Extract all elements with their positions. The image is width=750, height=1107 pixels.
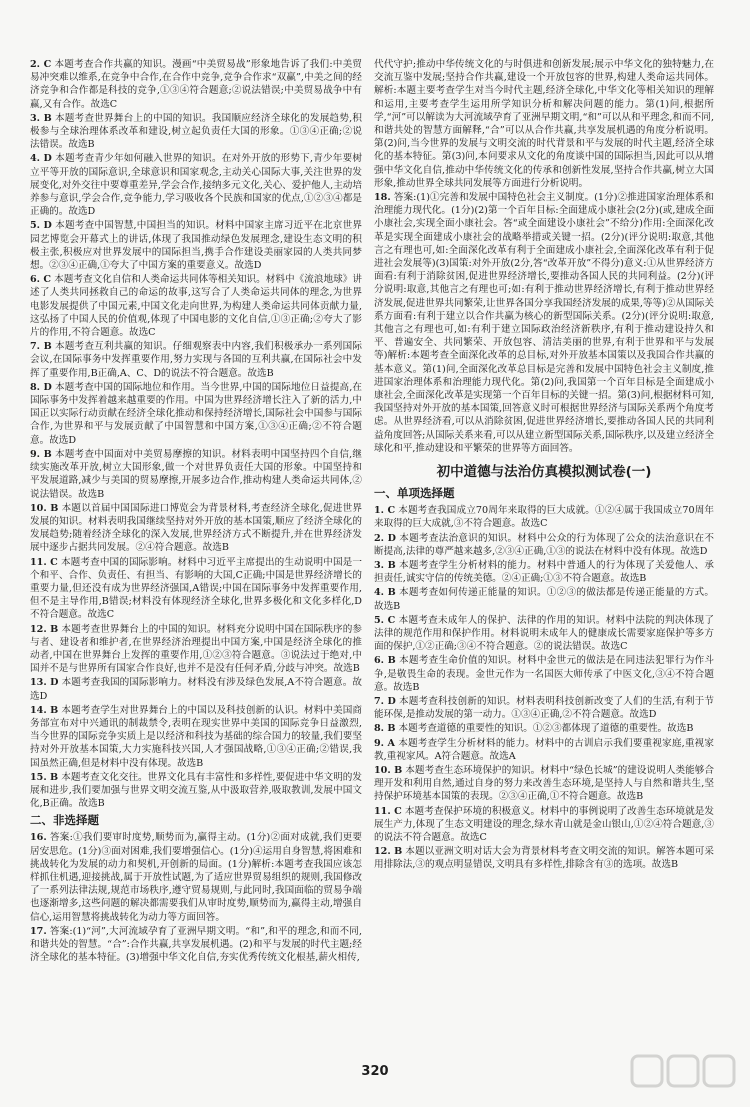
answer-number: 4. B <box>374 587 396 599</box>
answer-item <box>30 219 362 272</box>
answer-text: 本题考查生态环境保护的知识。材料中“绿色长城”的建设说明人类能够合理开发和利用自然,通过自身的努力来改善生态环境,是坚持人与自然和谐共生,坚持保护环境基本国策的表现。②③④正确,①不符合题意。故选B <box>374 764 714 803</box>
answer-text: 本题考查道德的重要性的知识。①②③都体现了道德的重要性。故选B <box>395 723 694 735</box>
left-column <box>30 58 362 1048</box>
answer-number: 8. D <box>30 381 52 393</box>
answer-item <box>374 654 714 694</box>
right-column <box>374 58 714 1048</box>
answer-text: 本题考查中国的国际影响。材料中习近平主席提出的生动说明中国是一个和平、合作、负责任、有担当、有影响的大国,C正确;中国是世界经济增长的重要力量,但还没有成为世界经济强国,A错误;中国在国际事务中发挥重要作用,但不是主导作用,B错误;材料没有体现经济全球化,世界多极化和文化多样化,D不符合题意。故选C <box>30 556 362 621</box>
answer-text: 答案:(1)“河”,大河流域孕育了亚洲早期文明。“和”,和平的理念,和而不同,和谐共处的智慧。“合”:合作共赢,共享发展机遇。(2)和平与发展的时代主题;经济全球化的基本特征。(3)增强中华文化自信,夯实优秀传统文化根基,薪火相传, <box>30 925 362 964</box>
answer-text: 答案:①我们要审时度势,顺势而为,赢得主动。(1分)②面对成就,我们更要居安思危。(1分)③面对困难,我们要增强信心。(1分)④运用自身智慧,将困难和挑战转化为发展的动力和契机,开创新的局面。(1分)解析:本题考查我国应该怎样抓住机遇,迎接挑战,属于开放性试题,为了适应世界贸易组织的规则,我国修改了一系列法律法规,规范市场秩序,遵守贸易规则,与此同时,我国面临的贸易争端也逐渐增多,这些问题的解决都需要我们从审时度势,顺势而为,赢得主动,增强自信心,运用智慧将挑战转化为动力等方面回答。 <box>30 832 362 923</box>
section-heading-choice: 一、单项选择题 <box>374 486 455 501</box>
test-title: 初中道德与法治仿真模拟测试卷(一) <box>436 464 652 481</box>
answer-item <box>30 152 362 218</box>
answer-item <box>374 695 714 721</box>
answer-number: 13. D <box>30 677 59 689</box>
answer-item <box>30 112 362 152</box>
answer-text: 本题以亚洲文明对话大会为背景材料考查文明交流的知识。解答本题可采用排除法,③的观点明显错误,文明具有多样性,排除含有③的选项。故选B <box>374 846 714 871</box>
answer-text: 本题以首届中国国际进口博览会为背景材料,考查经济全球化,促进世界发展的知识。材料表明我国继续坚持对外开放的基本国策,顺应了经济全球化的发展趋势;随着经济全球化的深入发展,世界经济方式不断提升,并在世界经济发展中逐步占据共同发展。②④符合题意。故选B <box>30 502 362 554</box>
answer-text: 本题考查科技创新的知识。材料表明科技创新改变了人们的生活,有利于节能环保,是推动发展的第一动力。①③④正确,②不符合题意。故选D <box>374 695 714 721</box>
answer-text: 本题考查世界舞台上的中国的知识。材料充分说明中国在国际秩序的参与者、建设者和维护者,在世界经济治理提出中国方案,中国是经济全球化的推动者,中国在世界舞台上发挥的重要作用,①②③符合题意。③说法过于绝对,中国并不是与世界所有国家合作良好,也并不是没有任何矛盾,分歧与冲突。故选B <box>30 623 362 675</box>
page-number: 320 <box>361 1064 389 1079</box>
section-heading-nonchoice: 二、非选择题 <box>30 813 99 828</box>
answer-text: 本题考查文化交往。世界文化具有丰富性和多样性,要促进中华文明的发展和进步,我们要加强与世界文明交流互鉴,从中汲取营养,吸取教训,发展中国文化,B正确。故选B <box>30 771 362 810</box>
answer-number: 7. D <box>374 695 396 707</box>
answer-item <box>30 556 362 622</box>
answer-text: 本题考查学生分析材料的能力。材料中普通人的行为体现了关爱他人、承担责任,诚实守信的传统美德。②④正确;①③不符合题意。故选B <box>374 559 714 585</box>
answer-text: 本题考查文化自信和人类命运共同体等相关知识。材料中《流浪地球》讲述了人类共同拯救自己的命运的故事,这写合了人类命运共同体的理念,为世界电影发展提供了中国元素,中国文化走向世界,为构建人类命运共同体贡献力量,这弘扬了中国人民的价值观,体现了中国电影的文化自信,①③正确;②夸大了影片的作用,不符合题意。故选C <box>30 274 362 339</box>
answer-item <box>30 381 362 447</box>
answer-number: 11. C <box>374 805 402 817</box>
answer-text: 本题考查互利共赢的知识。仔细观察表中内容,我们积极承办一系列国际会议,在国际事务中发挥重要作用,努力实现与各国的互利共赢,在国际社会中发挥了重要作用,B正确,A、C、D的说法不符合题意。故选B <box>30 341 362 379</box>
answer-number: 10. B <box>30 502 59 514</box>
answer-number: 12. B <box>30 623 59 635</box>
answer-number: 18. <box>374 192 391 204</box>
answer-item <box>30 676 362 702</box>
answer-number: 2. D <box>374 532 396 544</box>
answer-text: 本题考查我国成立70周年来取得的巨大成就。①②④属于我国成立70周年来取得的巨大成就,③不符合题意。故选C <box>374 505 714 530</box>
answer-continuation: 代代守护;推动中华传统文化的与时俱进和创新发展;展示中华文化的独特魅力,在交流互鉴中发展;坚持合作共赢,建设一个开放包容的世界,构建人类命运共同体。解析:本题主要考查学生对当今时代主题,经济全球化,中华文化等相关知识的理解和运用,主要考查学生运用所学知识分析和解决问题的能力。第(1)问,根据所学,“河”可以解读为大河流域孕育了亚洲早期文明,“和”可以从和平理念,和而不同,和谐共处的智慧方面解释,“合”可以从合作共赢,共享发展机遇的角度分析说明。第(2)问,当今世界的发展与文明交流的时代背景和平与发展的时代主题,经济全球化的基本特征。第(3)问,本问要求从文化的角度谈中国的国际担当,因此可以从增强中华文化自信,推动中华传统文化的传承和创新性发展,坚持合作共赢,树立大国形象,推动世界全球共同发展等方面进行分析说明。 <box>374 59 714 189</box>
answer-text: 本题考查合作共赢的知识。漫画“中美贸易战”形象地告诉了我们:中美贸易冲突难以维系,在竞争中合作,在合作中竞争,竞争合作求“双赢”,中美之间的经济竞争和合作都是科技的竞争,①③④符合题意;②说法错误;中美贸易战争中有赢,又有合作。故选C <box>30 59 362 110</box>
answer-number: 6. C <box>30 274 52 286</box>
answer-item <box>30 58 362 111</box>
answer-number: 8. B <box>374 723 396 735</box>
answer-number: 17. <box>30 925 47 937</box>
answer-item <box>374 722 714 735</box>
answer-number: 1. C <box>374 505 396 517</box>
answer-item <box>30 704 362 770</box>
left-answer-list-2 <box>30 831 362 964</box>
answer-item <box>374 805 714 845</box>
answer-number: 12. B <box>374 846 403 858</box>
answer-number: 10. B <box>374 764 403 776</box>
answer-text: 本题考查中国智慧,中国担当的知识。材料中国家主席习近平在北京世界园艺博览会开幕式上的讲话,体现了我国推动绿色发展理念,建设生态文明的积极主张,积极应对世界发展中的国际担当,携手合作建设美丽家园的人类共同梦想。②③④正确,①夸大了中国方案的重要意义。故选D <box>30 220 362 272</box>
answer-number: 14. B <box>30 704 59 716</box>
answer-number: 7. B <box>30 341 52 353</box>
answer-number: 16. <box>30 832 47 844</box>
answer-number: 15. B <box>30 771 59 783</box>
answer-text: 本题考查中国面对中美贸易摩擦的知识。材料表明中国坚持四个自信,继续实施改革开放,树立大国形象,做一个对世界负责任大国的形象。中国坚持和平发展道路,减少与美国的贸易摩擦,开展多边合作,推动构建人类命运共同体,②说法错误。故选B <box>30 448 362 500</box>
answer-item <box>30 448 362 501</box>
answer-item <box>374 504 714 530</box>
answer-item <box>30 831 362 923</box>
answer-item <box>374 614 714 654</box>
answer-number: 4. D <box>30 153 52 165</box>
right-answer-list <box>374 191 714 455</box>
right-answer-list-2 <box>374 504 714 871</box>
answer-number: 6. B <box>374 655 396 667</box>
left-answer-list <box>30 58 362 810</box>
answer-text: 本题考查我国的国际影响力。材料没有涉及绿色发展,A不符合题意。故选D <box>30 677 362 702</box>
answer-number: 9. B <box>30 448 52 460</box>
answer-text: 本题考查中国的国际地位和作用。当今世界,中国的国际地位日益提高,在国际事务中发挥着越来越重要的作用。中国为世界经济增长注入了新的活力,中国正以实际行动贡献在经济全球化推动和保持经济增长,国际社会中国参与国际合作,为世界和平与发展贡献了中国智慧和中国方案,①③④正确;②不符合题意。故选D <box>30 381 362 446</box>
answer-text: 答案:(1)①完善和发展中国特色社会主义制度。(1分)②推进国家治理体系和治理能力现代化。(1分)(2)第一个百年目标:全面建成小康社会(2分)(或,建成全面小康社会,实现全面小康社会。答“或全面建设小康社会”不给分)作用:全面深化改革是实现全面建成小康社会的战略举措或关键一招。(2分)(评分说明:取意,其他言之有理也可,如:全面深化改革有利于全面建成小康社会,全面深化改革有利于促进社会发展等)(3)国策:对外开放(2分,答“改革开放”不得分)意义:①从世界经济方面看:有利于消除贫困,促进世界经济增长,要推动各国人民的共同利益。(2分)(评分说明:取意,其他言之有理也可;如:有利于推动世界经济增长,有利于推动世界经济发展,促进世界共同繁荣,让世界各国分享我国经济发展的成果,等等)②从国际关系方面看:有利于建立以合作共赢为核心的新型国际关系。(2分)(评分说明:取意,其他言之有理也可,如:有利于建立国际政治经济新秩序,有利于推动建设持久和平、普遍安全、共同繁荣、开放包容、清洁美丽的世界,有利于世界和平与发展等)解析:本题考查全面深化改革的总目标,对外开放基本国策以及我国合作共赢的基本意义。第(1)问,全面深化改革总目标是完善和发展中国特色社会主义制度,推进国家治理体系和治理能力现代化。第(2)问,我国第一个百年目标是全面建成小康社会,全面深化改革是实现第一个百年目标的关键一招。第(3)问,根据材料可知,我国坚持对外开放的基本国策,回答意义时可根据世界经济与国际关系两个角度考虑。从世界经济看,可以从消除贫困,促进世界经济增长,要推动各国人民的共同利益角度回答;从国际关系来看,可以从建立新型国际关系,国际秩序,以及建立经济全球化和平,推动建设和平繁荣的世界等方面回答。 <box>374 192 714 454</box>
answer-text: 本题考查如何传递正能量的知识。①②③的做法都是传递正能量的方式。故选B <box>374 587 714 612</box>
answer-text: 本题考查世界舞台上的中国的知识。我国顺应经济全球化的发展趋势,积极参与全球治理体系改革和建设,树立起负责任大国的形象。①③④正确;②说法错误。故选B <box>30 112 362 151</box>
answer-number: 5. C <box>374 614 396 626</box>
answer-text: 本题考查生命价值的知识。材料中金世元的做法是在同违法犯罪行为作斗争,是敬畏生命的表现。金世元作为一名国医大师传承了中医文化,③④不符合题意。故选B <box>374 655 714 693</box>
answer-item <box>374 764 714 804</box>
answer-item <box>374 586 714 612</box>
watermark-logo-icon <box>630 1052 740 1102</box>
answer-text: 本题考查学生分析材料的能力。材料中的古训启示我们要重视家庭,重视家教,重视家风。A符合题意。故选A <box>374 737 714 762</box>
answer-item <box>374 845 714 871</box>
answer-item <box>30 771 362 811</box>
answer-number: 9. A <box>374 737 395 749</box>
answer-text: 本题考查青少年如何融入世界的知识。在对外开放的形势下,青少年要树立平等开放的国际意识,全球意识和国家观念,主动关心国际大事,关注世界的发展变化,对外交往中要尊重差异,学会合作,接纳多元文化,关心、爱护他人,主动培养参与意识,学会合作,竞争能力,学习吸收各个民族和国家的优点,①②③④都是正确的。故选D <box>30 153 362 218</box>
answer-item <box>30 340 362 380</box>
answer-item <box>374 191 714 455</box>
answer-number: 3. B <box>374 559 396 571</box>
answer-item <box>374 737 714 763</box>
answer-text: 本题考查保护环境的积极意义。材料中的事例说明了改善生态环境就是发展生产力,体现了生态文明建设的理念,绿水青山就是金山银山,①②④符合题意,③的说法不符合题意。故选C <box>374 805 714 843</box>
answer-text: 本题考查法治意识的知识。材料中公众的行为体现了公众的法治意识在不断提高,法律的尊严越来越多,②③④正确,①③的说法在材料中没有体现。故选D <box>374 532 714 557</box>
answer-item <box>30 925 362 965</box>
answer-item <box>374 559 714 585</box>
answer-number: 2. C <box>30 59 52 70</box>
answer-text: 本题考查未成年人的保护、法律的作用的知识。材料中法院的判决体现了法律的规范作用和保护作用。材料说明未成年人的健康成长需要家庭保护等多方面的保护,①②正确;③④不符合题意。②的说法错误。故选C <box>374 614 714 653</box>
answer-number: 3. B <box>30 112 52 124</box>
answer-number: 11. C <box>30 556 58 568</box>
answer-item <box>30 273 362 339</box>
answer-item <box>30 623 362 676</box>
answer-text: 本题考查学生对世界舞台上的中国以及科技创新的认识。材料中美国商务部宣布对中兴通讯的制裁禁令,表明在现实世界中美国的国际竞争日益激烈,当今世界的国际竞争实质上是以经济和科技为基础的综合国力的较量,我们要坚持对外开放基本国策,大力实施科技兴国,人才强国战略,①③④正确;②错误,我国虽然正确,但是材料中没有体现。故选B <box>30 704 362 769</box>
answer-number: 5. D <box>30 220 52 232</box>
answer-item <box>374 532 714 558</box>
answer-item <box>30 502 362 555</box>
